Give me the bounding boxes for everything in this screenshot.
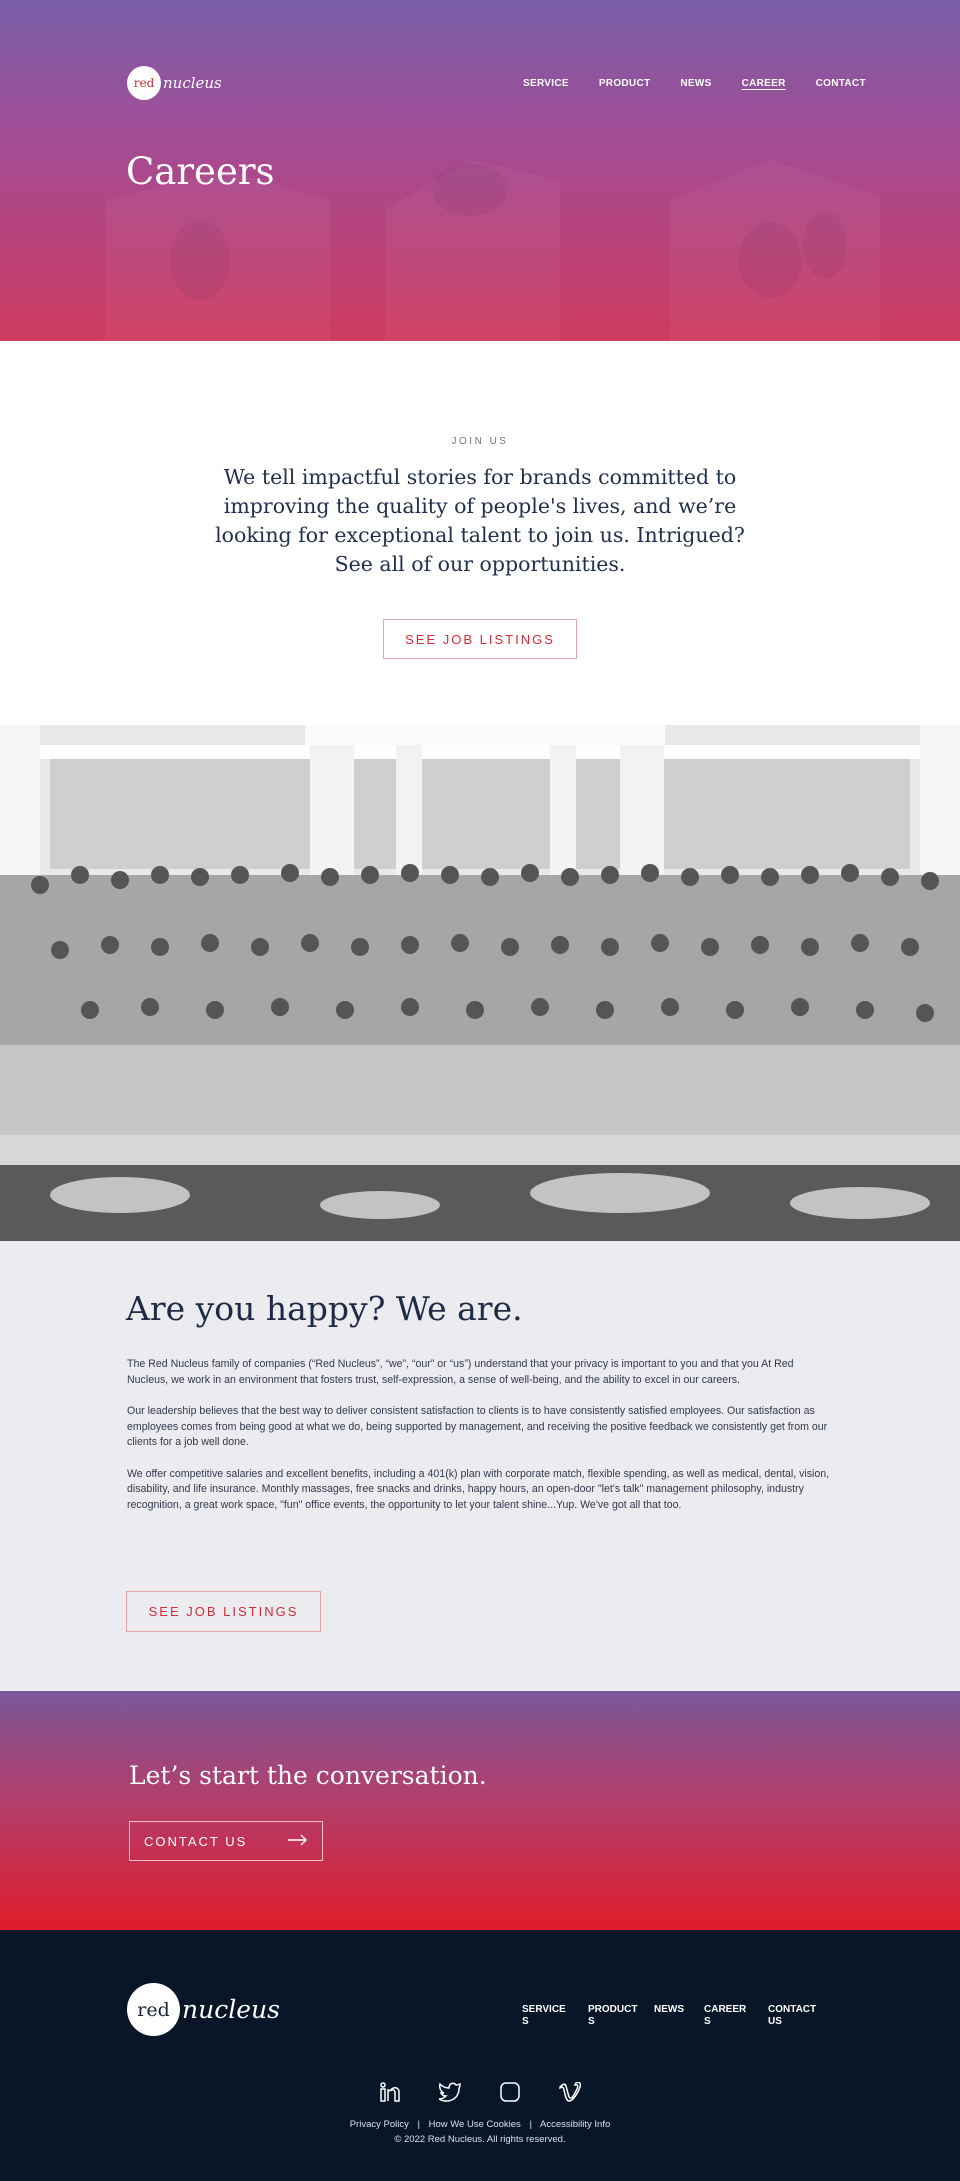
accessibility-link[interactable]: Accessibility Info xyxy=(540,2119,611,2130)
cta-banner xyxy=(0,1691,960,1930)
section-eyebrow: JOIN US xyxy=(451,436,509,447)
footer-nav-label: PRODUCT xyxy=(588,2004,638,2015)
brand-logo[interactable] xyxy=(127,66,222,100)
cookies-link[interactable]: How We Use Cookies xyxy=(428,2119,521,2130)
copyright-text: © 2022 Red Nucleus. All rights reserved. xyxy=(394,2134,566,2145)
page-title: Careers xyxy=(126,150,275,193)
join-lead-text: We tell impactful stories for brands committed to improving the quality of people's lives, and we’re looking for exceptional talent to join us. Intrigued? See all of our opportunities. xyxy=(215,465,745,576)
hero-banner xyxy=(0,0,960,341)
culture-paragraphs xyxy=(127,1357,833,1529)
footer-nav-label: US xyxy=(768,2016,782,2027)
arrow-right-icon xyxy=(288,1834,308,1849)
logo-wordmark: nucleus xyxy=(163,74,222,92)
footer-nav-label: S xyxy=(588,2016,595,2027)
footer-nav-careers[interactable] xyxy=(704,2004,756,2028)
culture-section xyxy=(0,1241,960,1691)
join-us-section xyxy=(0,341,960,725)
nav-item-service[interactable]: SERVICE xyxy=(523,78,569,89)
culture-paragraph: Our leadership believes that the best way to deliver consistent satisfaction to clients is to have consistently satisfied employees. Our satisfaction as employees comes from being good at what we do, being supported by management, and receiving the positive feedback we consistently get from our clients for a job well done. xyxy=(127,1405,828,1448)
footer-nav-label: SERVICE xyxy=(522,2004,566,2015)
linkedin-icon[interactable] xyxy=(378,2080,402,2104)
legal-links xyxy=(0,2119,960,2130)
footer-nav-products[interactable] xyxy=(588,2004,642,2028)
footer-nav-news[interactable] xyxy=(654,2004,692,2028)
main-nav xyxy=(523,78,896,89)
footer-nav-label: CAREER xyxy=(704,2004,747,2015)
culture-paragraph: The Red Nucleus family of companies (“Red Nucleus”, “we”, “our” or “us”) understand that your privacy is important to you and that you At Red Nucleus, we work in an environment that fosters trust, self-expression, a sense of well-being, and the ability to excel in our careers. xyxy=(127,1358,794,1386)
team-photo-illustration xyxy=(0,725,960,1241)
logo-mark: red xyxy=(127,66,161,100)
vimeo-icon[interactable] xyxy=(558,2080,582,2104)
nav-item-product[interactable]: PRODUCT xyxy=(598,78,651,89)
footer-logo-mark: red xyxy=(127,1983,180,2036)
nav-item-career[interactable]: CAREER xyxy=(741,78,786,89)
contact-us-button[interactable] xyxy=(129,1821,323,1861)
privacy-policy-link[interactable]: Privacy Policy xyxy=(349,2119,409,2130)
link-separator: | xyxy=(417,2119,420,2130)
cta-heading: Let’s start the conversation. xyxy=(129,1761,487,1790)
instagram-icon[interactable] xyxy=(498,2080,522,2104)
nav-item-contact[interactable]: CONTACT xyxy=(815,78,866,89)
social-links xyxy=(0,2080,960,2104)
see-job-listings-button[interactable]: SEE JOB LISTINGS xyxy=(383,619,577,659)
footer-logo-wordmark: nucleus xyxy=(182,1995,280,2024)
culture-heading: Are you happy? We are. xyxy=(126,1289,523,1328)
team-photo xyxy=(0,725,960,1241)
footer-nav xyxy=(522,2004,830,2028)
twitter-icon[interactable] xyxy=(438,2080,462,2104)
contact-us-label: CONTACT US xyxy=(144,1833,248,1849)
footer-nav-label: S xyxy=(704,2016,711,2027)
culture-paragraph: We offer competitive salaries and excellent benefits, including a 401(k) plan with corporate match, flexible spending, as well as medical, dental, vision, disability, and life insurance. Monthly massages, free snacks and drinks, happy hours, an open-door "let's talk" management philosophy, industry recognition, a great work space, "fun" office events, the opportunity to let your talent shine...Yup. We've got all that too. xyxy=(127,1467,830,1511)
nav-item-news[interactable]: NEWS xyxy=(680,78,712,89)
site-footer xyxy=(0,1930,960,2181)
footer-nav-label: S xyxy=(522,2016,529,2027)
footer-logo[interactable] xyxy=(127,1983,280,2036)
footer-nav-label: NEWS xyxy=(654,2004,684,2015)
footer-nav-services[interactable] xyxy=(522,2004,576,2028)
see-job-listings-button-2[interactable]: SEE JOB LISTINGS xyxy=(126,1591,321,1632)
link-separator: | xyxy=(529,2119,532,2130)
footer-nav-label: CONTACT xyxy=(768,2004,817,2015)
footer-nav-contact[interactable] xyxy=(768,2004,818,2028)
